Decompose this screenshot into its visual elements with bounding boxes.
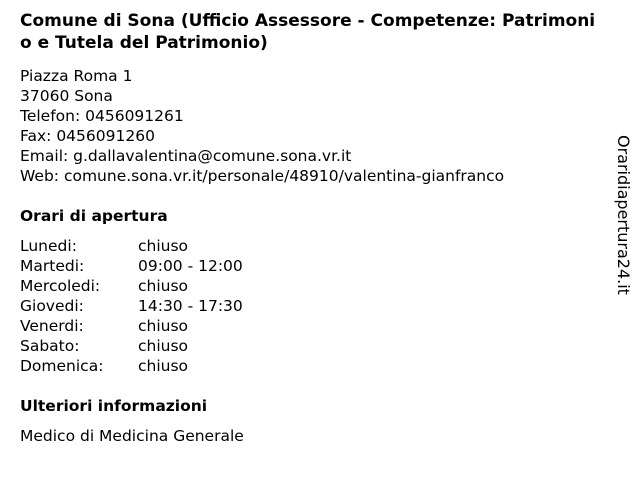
hours-day: Domenica: <box>20 357 104 375</box>
hours-time: chiuso <box>138 337 189 355</box>
hours-time: chiuso <box>138 317 189 335</box>
office-details <box>20 10 605 446</box>
hours-row <box>20 256 605 276</box>
hours-row <box>20 236 605 256</box>
website-link: Web: comune.sona.vr.it/personale/48910/valentina-gianfranco <box>20 167 505 185</box>
page-title: Comune di Sona (Ufficio Assessore - Competenze: Patrimonio e Tutela del Patrimonio) <box>20 11 596 53</box>
hours-day: Sabato: <box>20 337 80 355</box>
city-address: 37060 Sona <box>20 87 113 105</box>
hours-row <box>20 296 605 316</box>
opening-hours-table <box>20 236 605 376</box>
hours-row <box>20 336 605 356</box>
hours-day: Lunedi: <box>20 237 77 255</box>
hours-time: 14:30 - 17:30 <box>138 297 243 315</box>
further-info-text: Medico di Medicina Generale <box>20 427 244 445</box>
hours-time: chiuso <box>138 357 189 375</box>
hours-time: chiuso <box>138 237 189 255</box>
address-block <box>20 66 605 186</box>
hours-time: chiuso <box>138 277 189 295</box>
site-watermark: Oraridiapertura24.it <box>614 135 633 295</box>
street-address: Piazza Roma 1 <box>20 67 133 85</box>
hours-row <box>20 276 605 296</box>
further-info-heading: Ulteriori informazioni <box>20 397 208 415</box>
hours-row <box>20 356 605 376</box>
hours-day: Mercoledi: <box>20 277 101 295</box>
hours-day: Martedi: <box>20 257 85 275</box>
fax-number: Fax: 0456091260 <box>20 127 155 145</box>
hours-time: 09:00 - 12:00 <box>138 257 243 275</box>
hours-day: Venerdi: <box>20 317 84 335</box>
hours-row <box>20 316 605 336</box>
email-address: Email: g.dallavalentina@comune.sona.vr.it <box>20 147 352 165</box>
phone-number: Telefon: 0456091261 <box>20 107 184 125</box>
hours-day: Giovedi: <box>20 297 84 315</box>
opening-hours-heading: Orari di apertura <box>20 207 168 225</box>
